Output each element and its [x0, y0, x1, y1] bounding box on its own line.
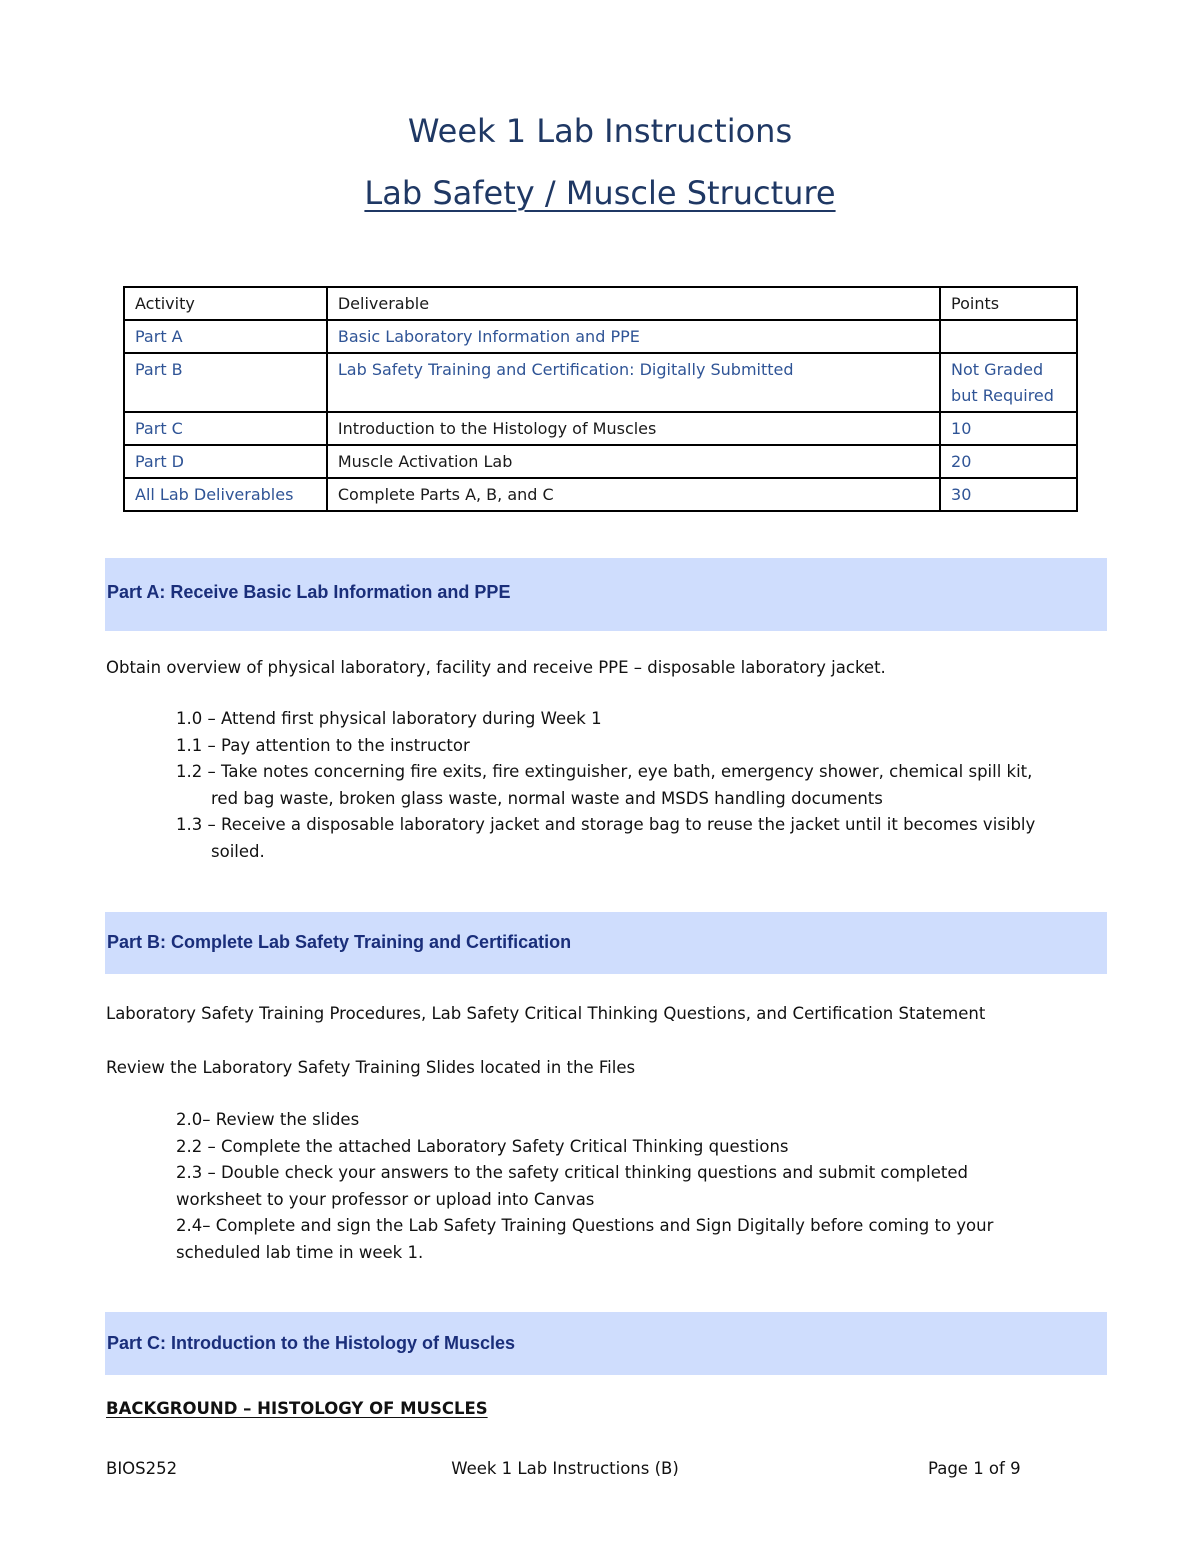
table-cell-deliverable: Muscle Activation Lab — [327, 445, 940, 478]
table-cell-deliverable: Lab Safety Training and Certification: Digitally Submitted — [327, 353, 940, 412]
table-cell-points — [940, 320, 1077, 353]
part-b-heading: Part B: Complete Lab Safety Training and Certification — [107, 932, 572, 952]
list-item-number: 1.2 — [176, 762, 203, 781]
table-cell-activity: All Lab Deliverables — [124, 478, 327, 511]
list-item-continuation: soiled. — [211, 841, 265, 861]
part-c-heading-band — [105, 1312, 1107, 1375]
table-cell-activity: Part C — [124, 412, 327, 445]
list-item-continuation: scheduled lab time in week 1. — [176, 1242, 424, 1262]
part-b-heading-band — [105, 912, 1107, 974]
table-row — [124, 320, 1077, 353]
list-item-text: Attend first physical laboratory during Week 1 — [221, 709, 602, 728]
list-item-continuation: red bag waste, broken glass waste, normal waste and MSDS handling documents — [211, 788, 883, 808]
footer-page-number: Page 1 of 9 — [928, 1459, 1021, 1478]
table-header-cell: Deliverable — [327, 287, 940, 320]
table-cell-deliverable: Complete Parts A, B, and C — [327, 478, 940, 511]
page-title: Week 1 Lab Instructions — [407, 112, 793, 150]
deliverables-table — [123, 286, 1078, 512]
table-row — [124, 478, 1077, 511]
table-cell-points: 30 — [940, 478, 1077, 511]
table-header-cell: Activity — [124, 287, 327, 320]
table-cell-points: 20 — [940, 445, 1077, 478]
footer-course: BIOS252 — [106, 1459, 178, 1478]
table-cell-points: Not Graded but Required — [940, 353, 1077, 412]
table-row — [124, 412, 1077, 445]
list-item: 1.3 – Receive a disposable laboratory jacket and storage bag to reuse the jacket until it becomes visibly soiled. — [176, 812, 1086, 865]
part-b-intro-2: Review the Laboratory Safety Training Slides located in the Files — [106, 1058, 636, 1077]
list-item-number: 1.0 — [176, 709, 203, 728]
part-a-heading-band — [105, 558, 1107, 631]
list-item-number: 1.1 — [176, 735, 203, 755]
table-cell-deliverable: Introduction to the Histology of Muscles — [327, 412, 940, 445]
table-cell-activity: Part B — [124, 353, 327, 412]
part-b-list — [176, 1107, 1056, 1266]
part-a-heading: Part A: Receive Basic Lab Information and PPE — [107, 582, 511, 602]
background-heading: BACKGROUND – HISTOLOGY OF MUSCLES — [106, 1399, 488, 1418]
list-item-number: 1.3 — [176, 815, 203, 834]
table-cell-deliverable: Basic Laboratory Information and PPE — [327, 320, 940, 353]
table-header-cell: Points — [940, 287, 1077, 320]
footer-document-title: Week 1 Lab Instructions (B) — [451, 1459, 679, 1478]
part-b-intro-1: Laboratory Safety Training Procedures, Lab Safety Critical Thinking Questions, and Certification Statement — [106, 1004, 986, 1023]
list-item-text: Pay attention to the instructor — [221, 735, 470, 755]
list-item-text: Take notes concerning fire exits, fire extinguisher, eye bath, emergency shower, chemical spill kit, — [221, 762, 1033, 781]
list-item: 2.2 – Complete the attached Laboratory Safety Critical Thinking questions — [176, 1136, 789, 1156]
list-item: 2.4– Complete and sign the Lab Safety Training Questions and Sign Digitally before coming to your — [176, 1216, 994, 1235]
table-cell-activity: Part A — [124, 320, 327, 353]
list-item: 2.3 – Double check your answers to the safety critical thinking questions and submit completed — [176, 1163, 968, 1182]
list-item: 2.0– Review the slides — [176, 1110, 360, 1129]
part-c-heading: Part C: Introduction to the Histology of Muscles — [107, 1333, 516, 1353]
table-cell-points: 10 — [940, 412, 1077, 445]
table-cell-activity: Part D — [124, 445, 327, 478]
table-row — [124, 445, 1077, 478]
list-item: 1.0 – Attend first physical laboratory during Week 1 — [176, 709, 602, 728]
list-item: 1.2 – Take notes concerning fire exits, fire extinguisher, eye bath, emergency shower, chemical spill kit, red bag waste, broken glass waste, normal waste and MSDS handling documents — [176, 759, 1086, 812]
page-subtitle — [0, 174, 1200, 212]
part-a-list — [176, 706, 1086, 865]
page-subtitle-text: Lab Safety / Muscle Structure — [364, 174, 836, 212]
table-row — [124, 353, 1077, 412]
list-item: 1.1 – Pay attention to the instructor — [176, 735, 470, 755]
list-item-continuation: worksheet to your professor or upload into Canvas — [176, 1189, 595, 1209]
part-a-intro: Obtain overview of physical laboratory, facility and receive PPE – disposable laboratory jacket. — [106, 658, 886, 677]
table-header-row — [124, 287, 1077, 320]
list-item-text: Receive a disposable laboratory jacket and storage bag to reuse the jacket until it becomes visibly — [221, 815, 1036, 834]
